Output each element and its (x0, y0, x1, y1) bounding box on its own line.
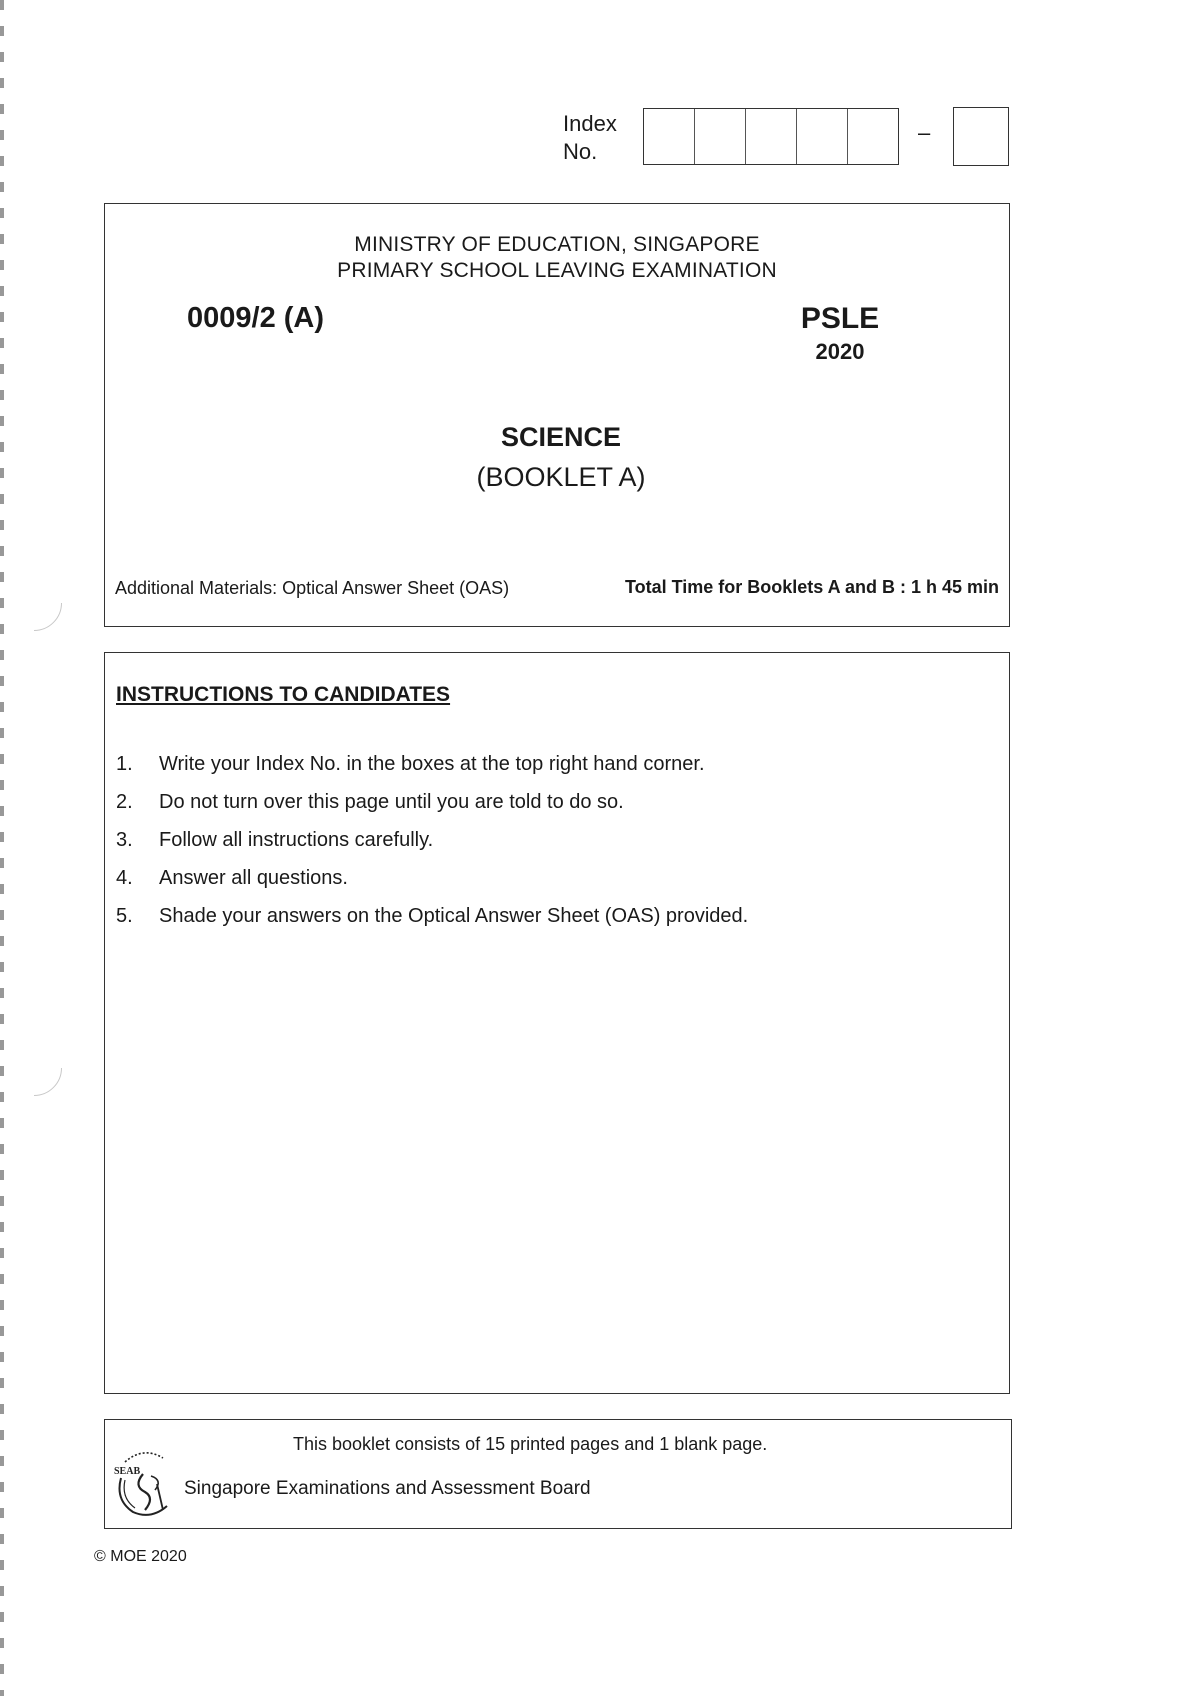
copyright: © MOE 2020 (94, 1548, 187, 1565)
instructions-title: INSTRUCTIONS TO CANDIDATES (116, 683, 451, 706)
exam-header (104, 203, 1010, 627)
index-suffix-box[interactable] (953, 107, 1009, 166)
binding-hole (6, 575, 62, 631)
index-digit-box[interactable] (695, 109, 746, 164)
instruction-item: 2. Do not turn over this page until you are told to do so. (116, 791, 624, 813)
instruction-item: 1. Write your Index No. in the boxes at the top right hand corner. (116, 753, 705, 775)
psle-label: PSLE (800, 302, 880, 335)
subject-title: SCIENCE (500, 422, 622, 452)
board-name: Singapore Examinations and Assessment Board (184, 1478, 591, 1499)
svg-text:SEAB: SEAB (114, 1466, 141, 1477)
paper-code: 0009/2 (A) (187, 302, 325, 334)
seab-logo-icon (111, 1440, 175, 1520)
perforation-edge (0, 0, 4, 1696)
instructions-list (116, 745, 748, 935)
index-number-boxes (643, 108, 899, 165)
index-digit-box[interactable] (797, 109, 848, 164)
index-digit-box[interactable] (848, 109, 898, 164)
additional-materials: Additional Materials: Optical Answer Sheet (OAS) (115, 578, 510, 598)
index-digit-box[interactable] (746, 109, 797, 164)
booklet-footer (104, 1419, 1012, 1529)
instruction-item: 3. Follow all instructions carefully. (116, 829, 434, 851)
binding-hole (6, 1040, 62, 1096)
index-dash: – (918, 120, 931, 145)
index-digit-box[interactable] (644, 109, 695, 164)
page-count-note: This booklet consists of 15 printed pages and 1 blank page. (293, 1434, 768, 1454)
total-time: Total Time for Booklets A and B : 1 h 45 min (624, 577, 999, 597)
instruction-item: 4. Answer all questions. (116, 867, 348, 889)
ministry-heading: MINISTRY OF EDUCATION, SINGAPORE PRIMARY SCHOOL LEAVING EXAMINATION (337, 233, 777, 282)
index-label: Index No. (563, 111, 617, 164)
booklet-label: (BOOKLET A) (476, 462, 646, 492)
instruction-item: 5. Shade your answers on the Optical Answer Sheet (OAS) provided. (116, 905, 749, 927)
exam-year: 2020 (815, 339, 865, 364)
instructions-panel (104, 652, 1010, 1394)
